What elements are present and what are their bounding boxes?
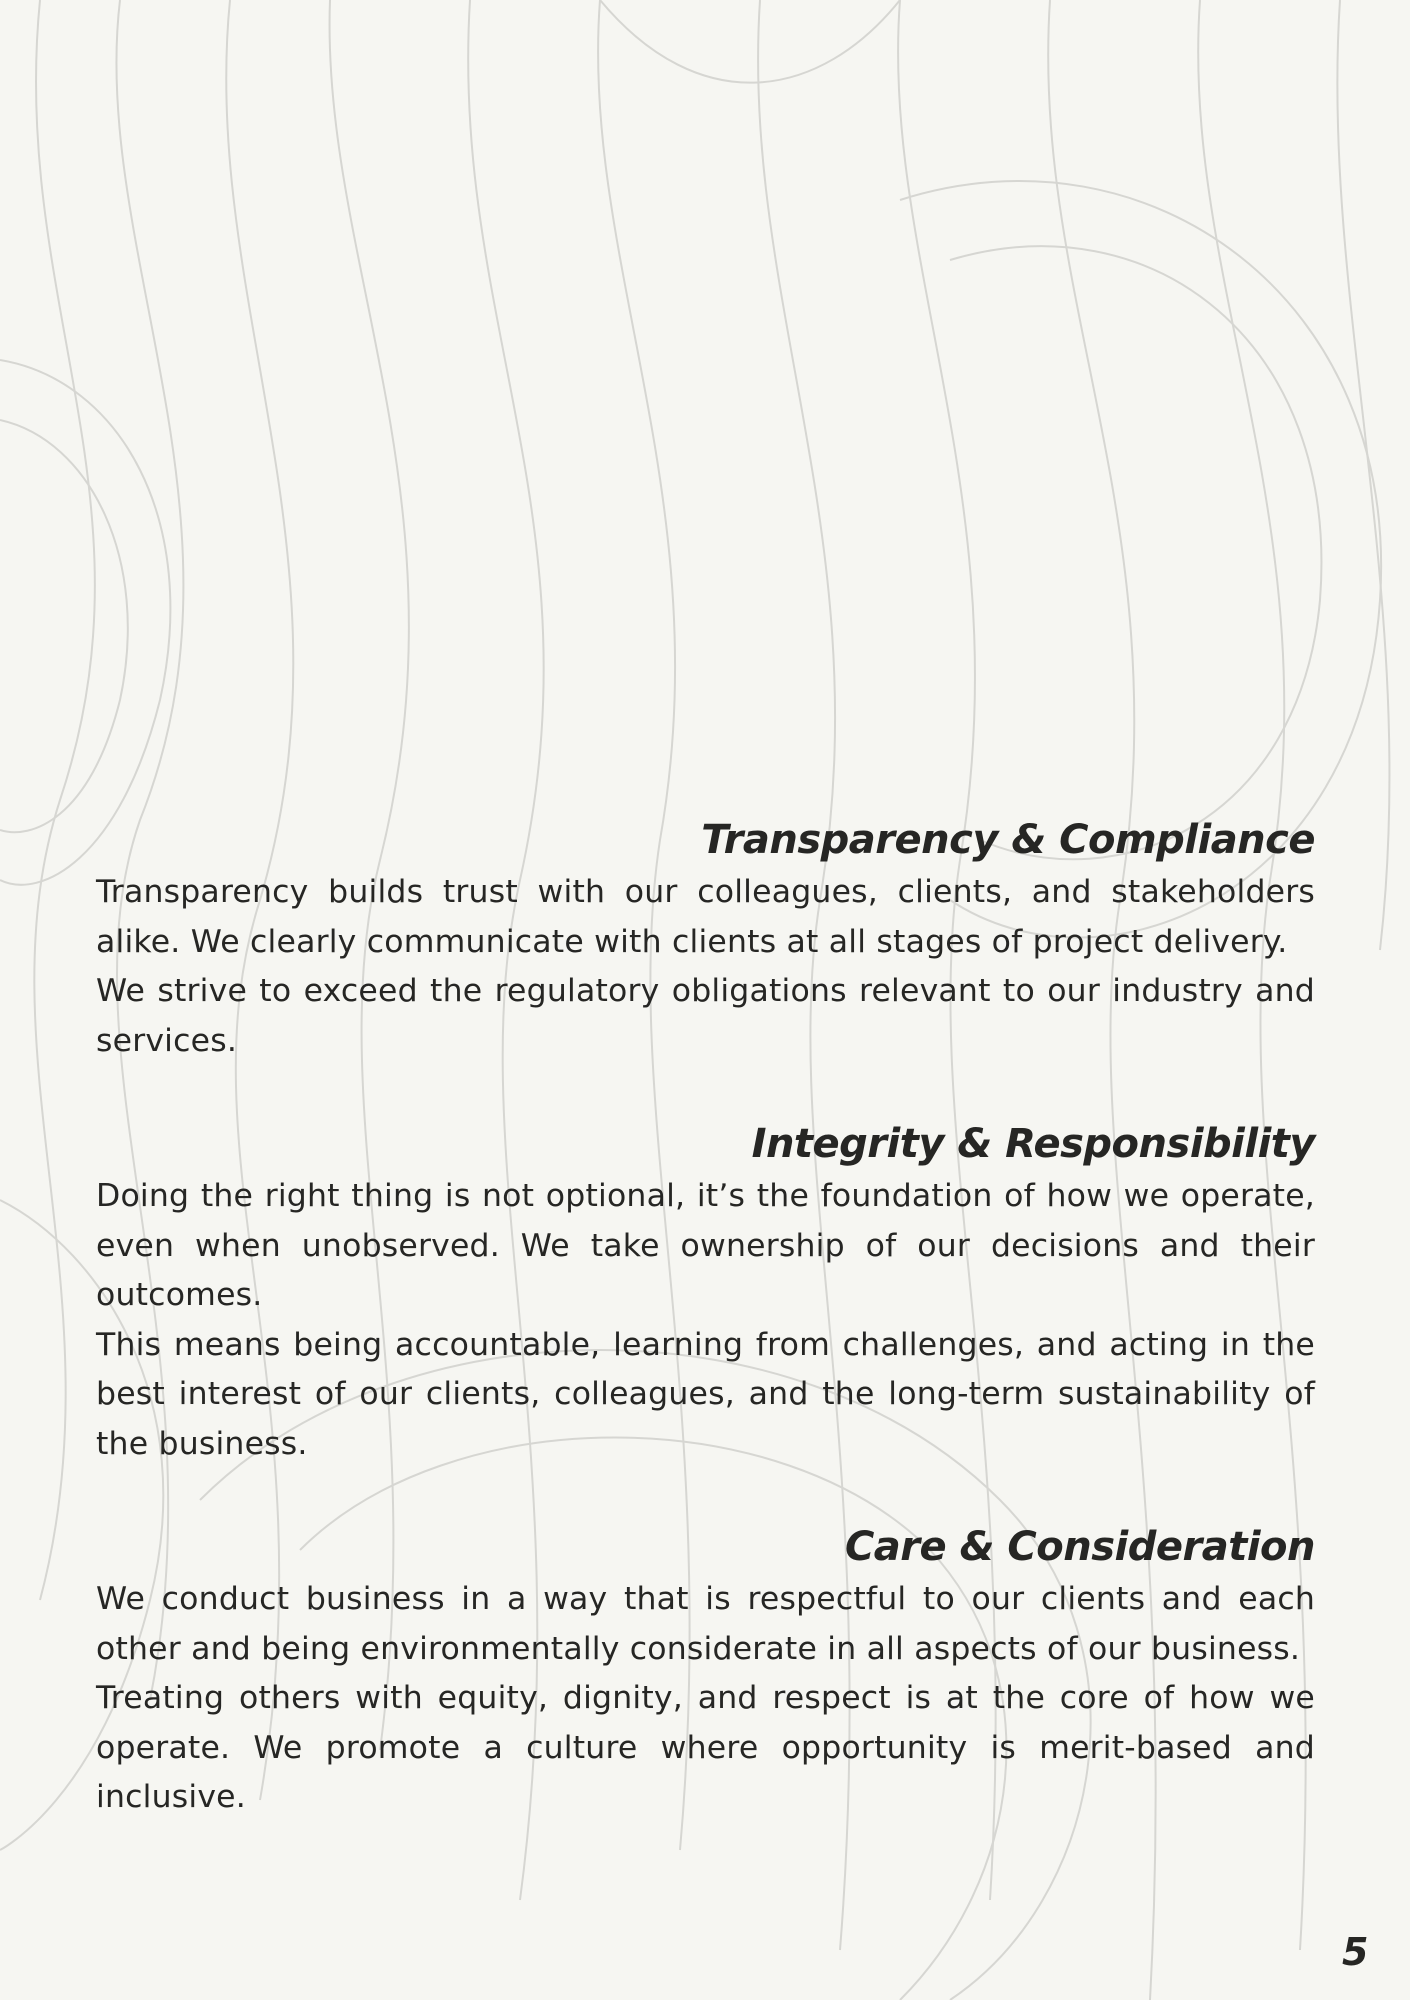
values-content xyxy=(96,812,1315,1873)
section-paragraph: This means being accountable, learning from challenges, and acting in the best interest of our clients, colleagues, and the long-term sustainability of the business. xyxy=(96,1326,1315,1462)
section-heading: Transparency & Compliance xyxy=(701,817,1315,863)
section-care-consideration xyxy=(96,1519,1315,1823)
section-paragraph: We strive to exceed the regulatory obligations relevant to our industry and services. xyxy=(96,973,1315,1059)
section-heading: Integrity & Responsibility xyxy=(751,1121,1315,1167)
section-transparency-compliance xyxy=(96,812,1315,1066)
section-paragraph: Treating others with equity, dignity, and respect is at the core of how we operate. We promote a culture where opportunity is merit-based and inclusive. xyxy=(96,1680,1315,1815)
section-heading: Care & Consideration xyxy=(844,1524,1315,1570)
page-number: 5 xyxy=(1342,1930,1369,1974)
section-paragraph: We conduct business in a way that is respectful to our clients and each other and being environmentally considerate in all aspects of our business. xyxy=(96,1581,1315,1667)
section-paragraph: Doing the right thing is not optional, it’s the foundation of how we operate, even when unobserved. We take ownership of our decisions and their outcomes. xyxy=(96,1178,1315,1313)
section-integrity-responsibility xyxy=(96,1116,1315,1469)
section-paragraph: Transparency builds trust with our colleagues, clients, and stakeholders alike. We clearly communicate with clients at all stages of project delivery. xyxy=(96,874,1315,960)
